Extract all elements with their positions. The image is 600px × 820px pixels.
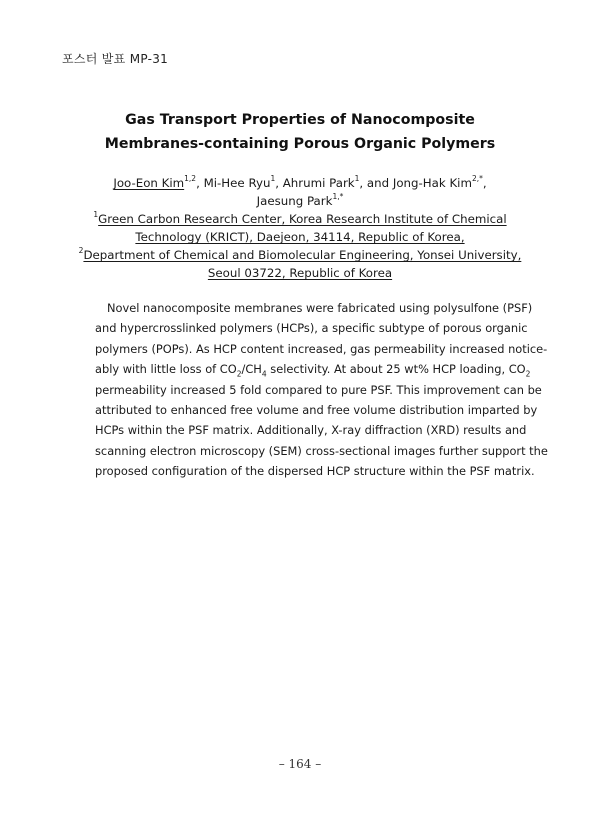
- abstract-fragment: /CH: [241, 362, 262, 377]
- session-label: 포스터 발표 MP-31: [62, 52, 169, 66]
- abstract-line: attributed to enhanced free volume and free volume distribution imparted by: [95, 403, 538, 418]
- affiliation-1: [0, 210, 600, 228]
- affiliation-2-cont: [0, 264, 600, 282]
- affiliation-text: Department of Chemical and Biomolecular Engineering, Yonsei University,: [83, 248, 522, 262]
- abstract-line: scanning electron microscopy (SEM) cross-sectional images further support the: [95, 443, 548, 458]
- affiliation-text: Green Carbon Research Center, Korea Research Institute of Chemical: [98, 212, 507, 226]
- affiliation-sup: 1: [93, 210, 99, 220]
- author-name: and Jong-Hak Kim: [366, 176, 472, 190]
- subscript: 2: [236, 369, 242, 379]
- abstract-fragment: selectivity. At about 25 wt% HCP loading, CO: [266, 362, 526, 377]
- paper-title: [0, 108, 600, 156]
- author-block: [0, 174, 600, 282]
- affiliation-text: Seoul 03722, Republic of Korea: [207, 266, 393, 280]
- subscript: 4: [261, 369, 267, 379]
- author-sup: 1: [270, 174, 276, 184]
- affiliation-text: Technology (KRICT), Daejeon, 34114, Republic of Korea,: [135, 230, 465, 244]
- author-sup: 1,2: [184, 174, 197, 184]
- abstract-line: and hypercrosslinked polymers (HCPs), a specific subtype of porous organic: [95, 321, 528, 336]
- abstract-line: polymers (POPs). As HCP content increased, gas permeability increased notice-: [95, 341, 548, 356]
- author-name: Mi-Hee Ryu: [203, 176, 271, 190]
- abstract-body: [95, 298, 548, 482]
- abstract-line: [95, 359, 531, 379]
- affiliation-1-cont: [0, 228, 600, 246]
- author-name: Ahrumi Park: [282, 176, 355, 190]
- abstract-line: Novel nanocomposite membranes were fabricated using polysulfone (PSF): [107, 301, 533, 315]
- page-number: – 164 –: [278, 757, 322, 771]
- author-line-1: Joo-Eon Kim$^{1,2}$, Mi-Hee Ryu$^1$, Ahrumi Park$^1$, and Jong-Hak Kim$^{2,*}$,: [113, 174, 487, 190]
- title-line-2: Membranes-containing Porous Organic Polymers: [104, 136, 496, 152]
- author-line-2: [0, 192, 600, 210]
- author-name: Jaesung Park: [256, 194, 333, 208]
- affiliation-sup: 2: [78, 246, 84, 256]
- abstract-line: proposed configuration of the dispersed HCP structure within the PSF matrix.: [95, 464, 535, 479]
- abstract-line: permeability increased 5 fold compared to pure PSF. This improvement can be: [95, 382, 542, 397]
- abstract-line: HCPs within the PSF matrix. Additionally, X-ray diffraction (XRD) results and: [95, 423, 527, 438]
- affiliation-2: [0, 246, 600, 264]
- author-sup: 1,*: [332, 192, 344, 202]
- author-sup: 1: [354, 174, 360, 184]
- author-presenter: Joo-Eon Kim: [113, 176, 185, 190]
- title-line-1: Gas Transport Properties of Nanocomposite: [125, 112, 475, 128]
- subscript: 2: [525, 369, 531, 379]
- author-sup: 2,*: [471, 174, 483, 184]
- abstract-fragment: ably with little loss of CO: [95, 362, 237, 377]
